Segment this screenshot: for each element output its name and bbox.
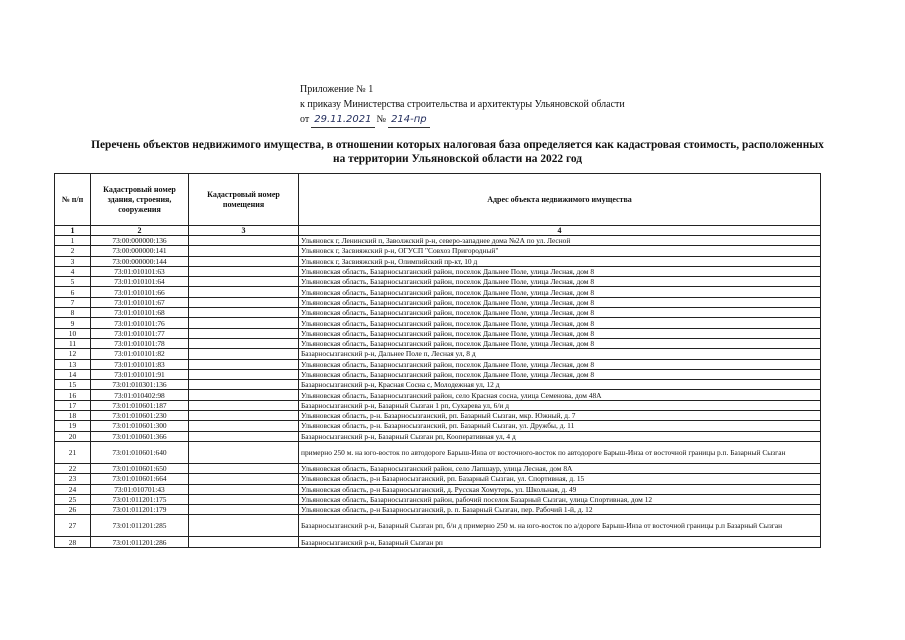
table-row [55, 494, 821, 504]
table-row [55, 338, 821, 348]
address: Ульяновская область, Базарносызганский район, поселок Дальнее Поле, улица Лесная, дом 8 [299, 287, 821, 297]
table-row [55, 349, 821, 359]
address: Ульяновская область, Базарносызганский район, поселок Дальнее Поле, улица Лесная, дом 8 [299, 308, 821, 318]
appendix-number-sign: № [376, 114, 387, 125]
address: Ульяновск г, Засвияжский р-н, Олимпийский пр-кт, 10 д [299, 256, 821, 266]
address: Ульяновская область, р-н. Базарносызганский, рп. Базарный Сызган, мкр. Южный, д. 7 [299, 411, 821, 421]
address: Ульяновская область, р-н Базарносызганский, р. п. Базарный Сызган, пер. Рабочий 1-й, д. 12 [299, 505, 821, 515]
row-number: 5 [55, 277, 91, 287]
row-number: 8 [55, 308, 91, 318]
appendix-date-line [300, 112, 625, 128]
cadastral-number: 73:01:010601:640 [91, 441, 189, 463]
header-row [55, 174, 821, 226]
address: примерно 250 м. на юго-восток по автодороге Барыш-Инза от восточного-восток по автодороге Барыш-Инза от восточной границы р.п. Базарный Сызган [299, 441, 821, 463]
premises-number [189, 308, 299, 318]
cadastral-number: 73:01:010601:187 [91, 400, 189, 410]
row-number: 1 [55, 236, 91, 246]
appendix-block [300, 82, 625, 128]
table-row [55, 277, 821, 287]
cadastral-number: 73:01:010101:83 [91, 359, 189, 369]
premises-number [189, 349, 299, 359]
premises-number [189, 246, 299, 256]
premises-number [189, 277, 299, 287]
appendix-prefix: от [300, 114, 310, 125]
row-number: 21 [55, 441, 91, 463]
cadastral-number: 73:01:010101:63 [91, 266, 189, 276]
address: Ульяновская область, Базарносызганский район, поселок Дальнее Поле, улица Лесная, дом 8 [299, 369, 821, 379]
header-cad-premises: Кадастровый номер помещения [189, 174, 299, 226]
premises-number [189, 421, 299, 431]
table-body [55, 236, 821, 548]
cadastral-number: 73:00:000000:136 [91, 236, 189, 246]
address: Базарносызганский р-н, Базарный Сызган рп, б/н д примерно 250 м. на юго-восток по а/дороге Барыш-Инза от восточной границы р.п Базарный Сызган [299, 515, 821, 537]
cadastral-number: 73:01:010301:136 [91, 380, 189, 390]
column-number: 1 [55, 226, 91, 236]
premises-number [189, 390, 299, 400]
premises-number [189, 266, 299, 276]
address: Ульяновская область, р-н. Базарносызганский, рп. Базарный Сызган, ул. Дружбы, д. 11 [299, 421, 821, 431]
appendix-line-1: Приложение № 1 [300, 84, 374, 95]
address: Ульяновская область, Базарносызганский район, село Красная сосна, улица Семенова, дом 48А [299, 390, 821, 400]
row-number: 25 [55, 494, 91, 504]
title-line-1: Перечень объектов недвижимого имущества, в отношении которых налоговая база определяется как кадастровая стоимость, расположенных [91, 139, 824, 151]
address: Ульяновская область, Базарносызганский район, поселок Дальнее Поле, улица Лесная, дом 8 [299, 328, 821, 338]
premises-number [189, 256, 299, 266]
row-number: 22 [55, 463, 91, 473]
table-row [55, 380, 821, 390]
cadastral-number: 73:00:000000:141 [91, 246, 189, 256]
cadastral-number: 73:01:011201:179 [91, 505, 189, 515]
row-number: 7 [55, 297, 91, 307]
cadastral-number: 73:01:010701:43 [91, 484, 189, 494]
address: Ульяновск г, Засвияжский р-н, ОГУСП "Совхоз Пригородный" [299, 246, 821, 256]
address: Базарносызганский р-н, Красная Сосна с, Молодежная ул, 12 д [299, 380, 821, 390]
table-row [55, 236, 821, 246]
header-num: № п/п [55, 174, 91, 226]
appendix-number: 214-пр [388, 112, 430, 128]
cadastral-number: 73:01:010101:68 [91, 308, 189, 318]
address: Ульяновская область, Базарносызганский район, поселок Дальнее Поле, улица Лесная, дом 8 [299, 277, 821, 287]
premises-number [189, 236, 299, 246]
row-number: 19 [55, 421, 91, 431]
premises-number [189, 297, 299, 307]
table-row [55, 537, 821, 547]
column-number: 3 [189, 226, 299, 236]
row-number: 27 [55, 515, 91, 537]
cadastral-number: 73:01:010601:664 [91, 474, 189, 484]
table-row [55, 328, 821, 338]
premises-number [189, 484, 299, 494]
premises-number [189, 318, 299, 328]
row-number: 12 [55, 349, 91, 359]
table-row [55, 505, 821, 515]
premises-number [189, 505, 299, 515]
row-number: 24 [55, 484, 91, 494]
row-number: 9 [55, 318, 91, 328]
premises-number [189, 369, 299, 379]
table-row [55, 463, 821, 473]
title-line-2: на территории Ульяновской области на 2022 год [333, 153, 582, 165]
cadastral-number: 73:01:010601:230 [91, 411, 189, 421]
address: Ульяновская область, Базарносызганский район, поселок Дальнее Поле, улица Лесная, дом 8 [299, 359, 821, 369]
row-number: 2 [55, 246, 91, 256]
address: Ульяновская область, Базарносызганский район, село Лапшаур, улица Лесная, дом 8А [299, 463, 821, 473]
table-row [55, 390, 821, 400]
header-cad-building: Кадастровый номер здания, строения, сооружения [91, 174, 189, 226]
address: Ульяновская область, Базарносызганский район, поселок Дальнее Поле, улица Лесная, дом 8 [299, 266, 821, 276]
table-row [55, 474, 821, 484]
row-number: 26 [55, 505, 91, 515]
row-number: 20 [55, 431, 91, 441]
table-row [55, 369, 821, 379]
row-number: 6 [55, 287, 91, 297]
row-number: 4 [55, 266, 91, 276]
address: Ульяновск г, Ленинский п, Заволжский р-н, северо-западнее дома №2А по ул. Лесной [299, 236, 821, 246]
premises-number [189, 463, 299, 473]
cadastral-number: 73:01:010101:66 [91, 287, 189, 297]
table-row [55, 287, 821, 297]
premises-number [189, 441, 299, 463]
premises-number [189, 411, 299, 421]
row-number: 3 [55, 256, 91, 266]
row-number: 23 [55, 474, 91, 484]
table-row [55, 431, 821, 441]
premises-number [189, 474, 299, 484]
premises-number [189, 287, 299, 297]
cadastral-number: 73:01:011201:286 [91, 537, 189, 547]
table-row [55, 256, 821, 266]
property-table [54, 173, 821, 548]
table-row [55, 400, 821, 410]
row-number: 28 [55, 537, 91, 547]
cadastral-number: 73:01:010101:67 [91, 297, 189, 307]
address: Ульяновская область, р-н Базарносызганский, рп. Базарный Сызган, ул. Спортивная, д. 15 [299, 474, 821, 484]
cadastral-number: 73:01:010101:78 [91, 338, 189, 348]
address: Базарносызганский р-н, Базарный Сызган 1 рп, Сухарева ул, 6/и д [299, 400, 821, 410]
header-address: Адрес объекта недвижимого имущества [299, 174, 821, 226]
address: Базарносызганский р-н, Базарный Сызган рп, Кооперативная ул, 4 д [299, 431, 821, 441]
cadastral-number: 73:00:000000:144 [91, 256, 189, 266]
column-numbers-row [55, 226, 821, 236]
row-number: 17 [55, 400, 91, 410]
cadastral-number: 73:01:010101:77 [91, 328, 189, 338]
cadastral-number: 73:01:010101:82 [91, 349, 189, 359]
table-row [55, 318, 821, 328]
table-row [55, 441, 821, 463]
appendix-date: 29.11.2021 [311, 112, 374, 128]
table-row [55, 297, 821, 307]
cadastral-number: 73:01:010402:98 [91, 390, 189, 400]
premises-number [189, 359, 299, 369]
premises-number [189, 400, 299, 410]
cadastral-number: 73:01:010601:300 [91, 421, 189, 431]
row-number: 16 [55, 390, 91, 400]
table-row [55, 308, 821, 318]
table-row [55, 246, 821, 256]
premises-number [189, 494, 299, 504]
document-title [40, 138, 875, 166]
row-number: 13 [55, 359, 91, 369]
premises-number [189, 380, 299, 390]
premises-number [189, 515, 299, 537]
address: Базарносызганский р-н, Дальнее Поле п, Лесная ул, 8 д [299, 349, 821, 359]
cadastral-number: 73:01:011201:175 [91, 494, 189, 504]
address: Ульяновская область, Базарносызганский район, поселок Дальнее Поле, улица Лесная, дом 8 [299, 297, 821, 307]
table-row [55, 266, 821, 276]
cadastral-number: 73:01:010101:76 [91, 318, 189, 328]
column-number: 2 [91, 226, 189, 236]
address: Базарносызганский р-н, Базарный Сызган рп [299, 537, 821, 547]
cadastral-number: 73:01:010101:91 [91, 369, 189, 379]
row-number: 14 [55, 369, 91, 379]
cadastral-number: 73:01:010601:366 [91, 431, 189, 441]
table-row [55, 484, 821, 494]
table-row [55, 421, 821, 431]
table-row [55, 359, 821, 369]
cadastral-number: 73:01:010601:650 [91, 463, 189, 473]
row-number: 11 [55, 338, 91, 348]
table-row [55, 411, 821, 421]
column-number: 4 [299, 226, 821, 236]
row-number: 10 [55, 328, 91, 338]
row-number: 15 [55, 380, 91, 390]
cadastral-number: 73:01:010101:64 [91, 277, 189, 287]
appendix-line-2: к приказу Министерства строительства и архитектуры Ульяновской области [300, 99, 625, 110]
address: Ульяновская область, Базарносызганский район, поселок Дальнее Поле, улица Лесная, дом 8 [299, 318, 821, 328]
premises-number [189, 431, 299, 441]
address: Ульяновская область, Базарносызганский район, рабочий поселок Базарный Сызган, улица Спортивная, дом 12 [299, 494, 821, 504]
address: Ульяновская область, р-н Базарносызганский, д. Русская Хомутерь, ул. Школьная, д. 49 [299, 484, 821, 494]
cadastral-number: 73:01:011201:285 [91, 515, 189, 537]
table-row [55, 515, 821, 537]
row-number: 18 [55, 411, 91, 421]
premises-number [189, 338, 299, 348]
premises-number [189, 328, 299, 338]
premises-number [189, 537, 299, 547]
address: Ульяновская область, Базарносызганский район, поселок Дальнее Поле, улица Лесная, дом 8 [299, 338, 821, 348]
